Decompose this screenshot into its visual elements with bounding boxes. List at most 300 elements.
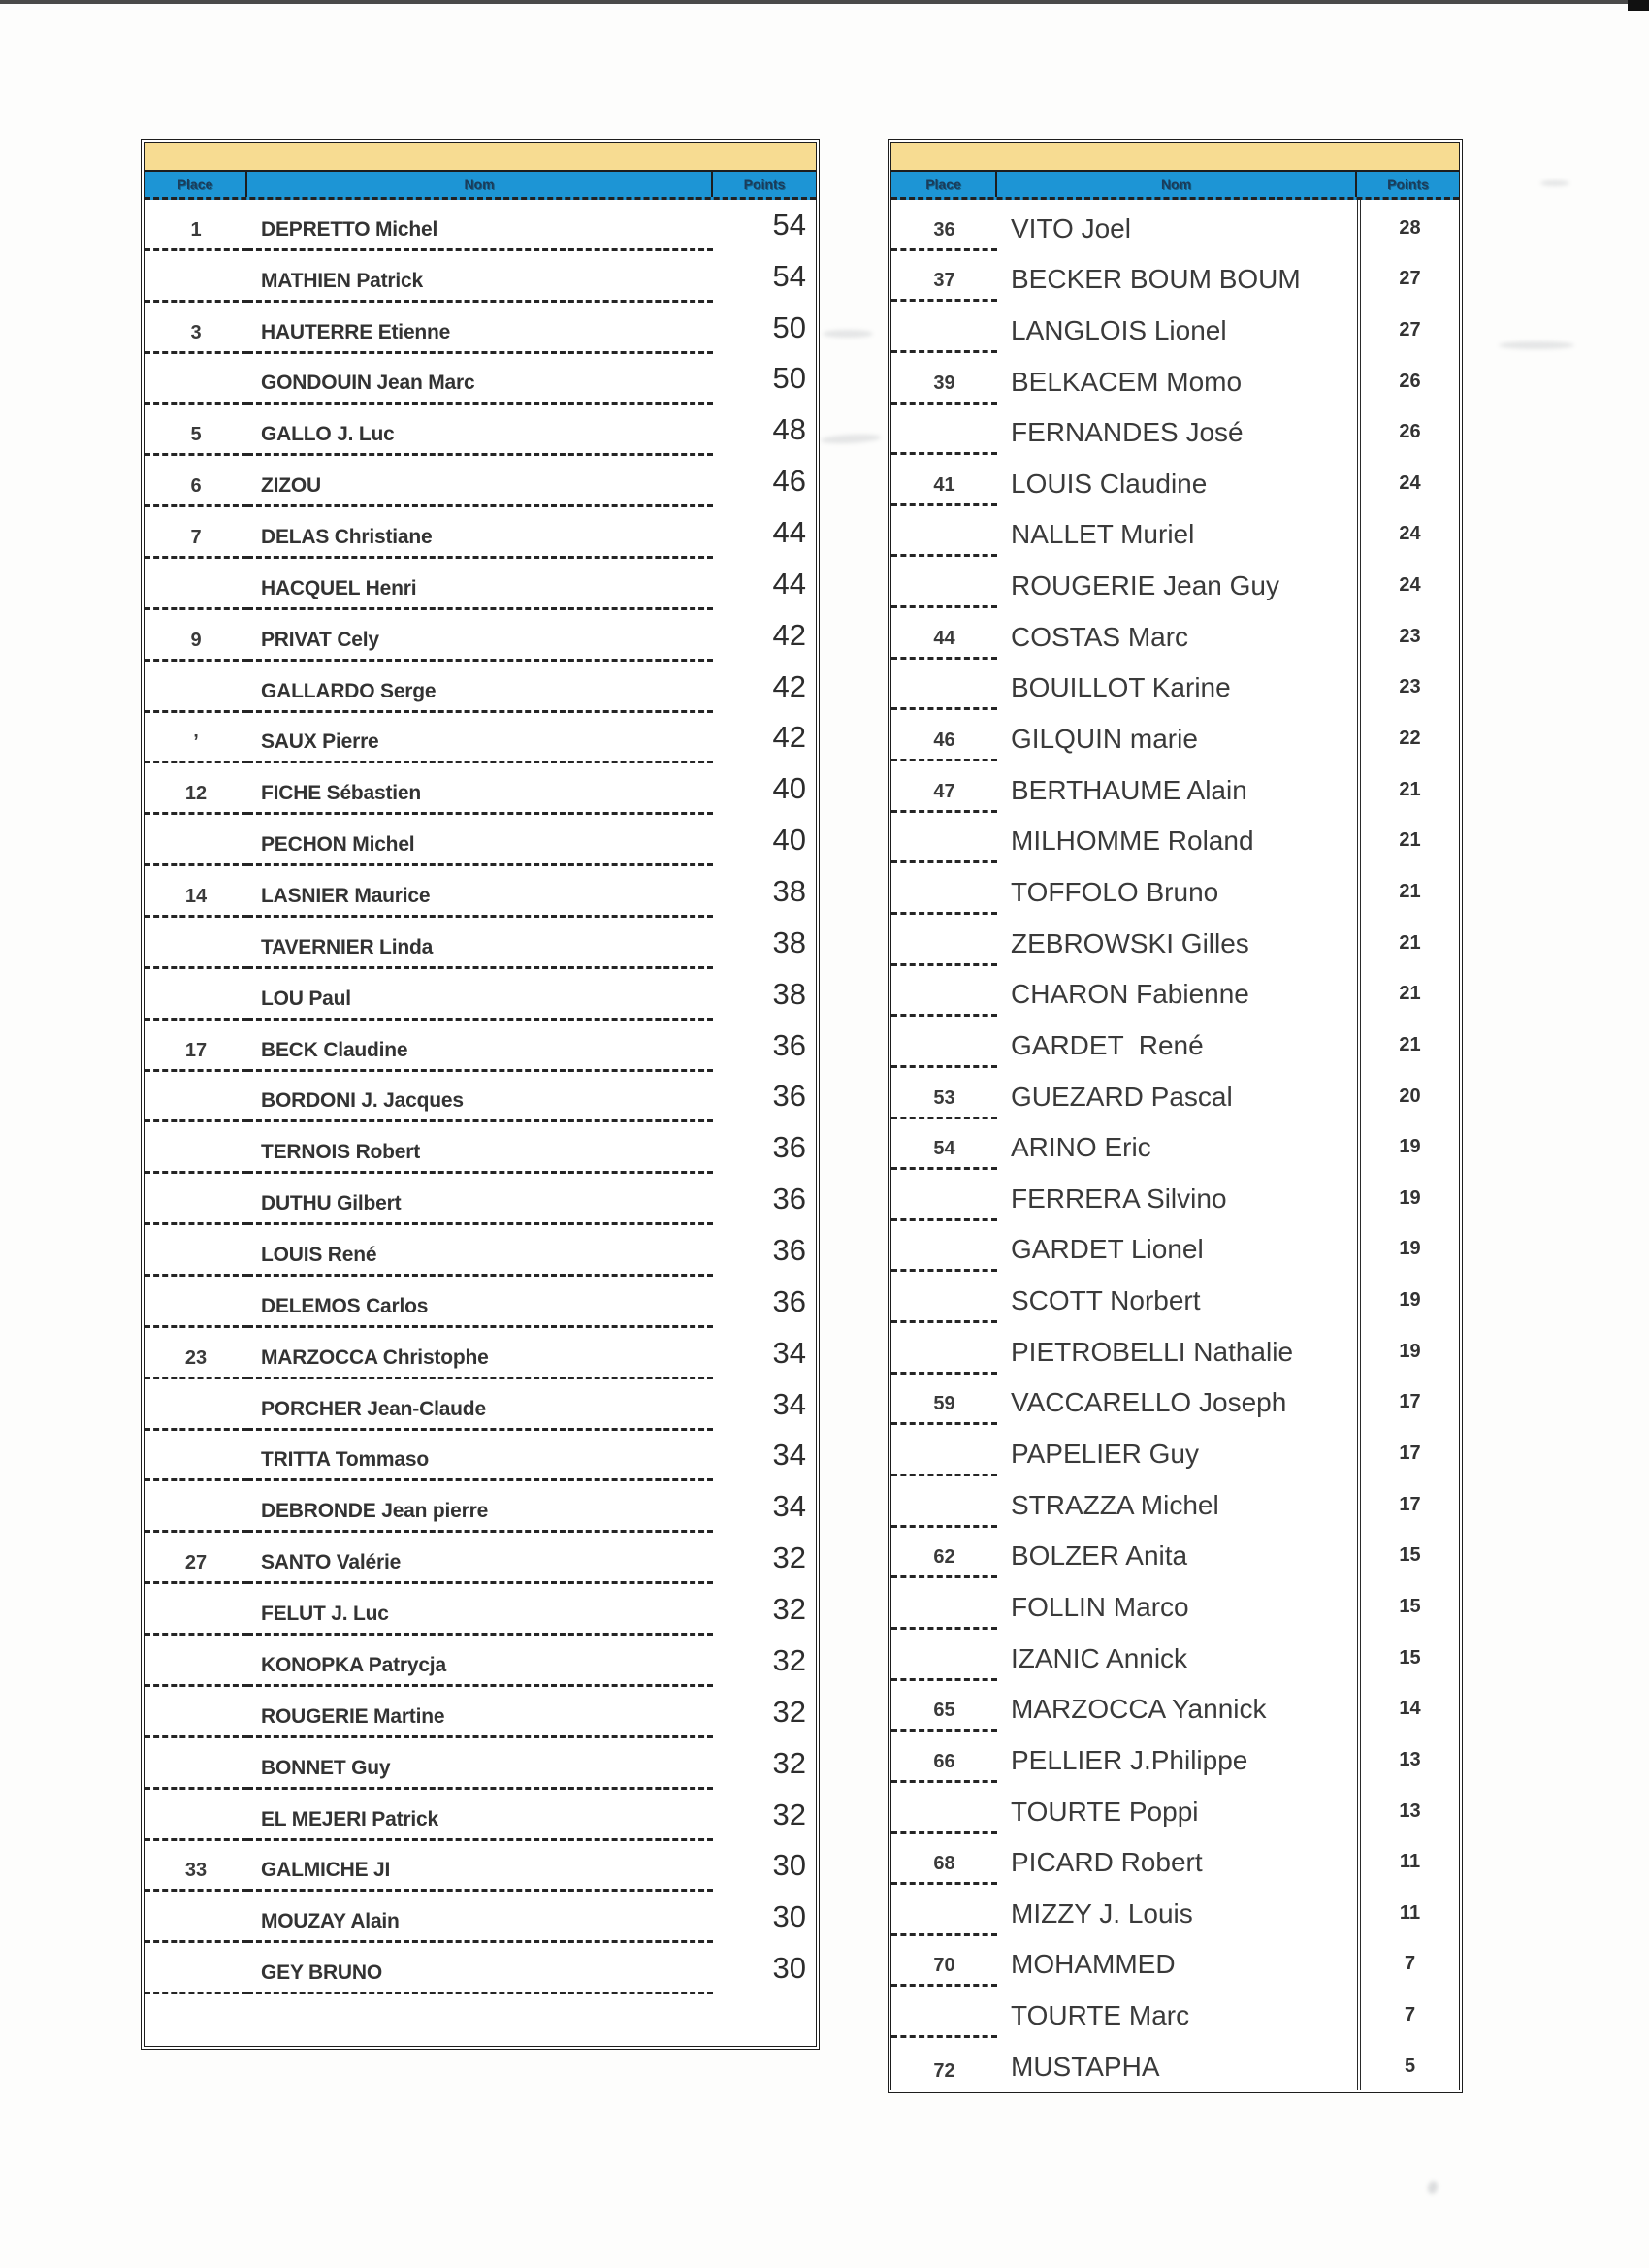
points-cell: 36 <box>772 1182 806 1216</box>
place-cell <box>145 1379 247 1431</box>
name-cell: MUSTAPHA <box>1011 2051 1160 2082</box>
name-cell: STRAZZA Michel <box>1011 1489 1219 1520</box>
table-row <box>891 1681 1459 1733</box>
name-cell: TERNOIS Robert <box>247 1122 713 1174</box>
place-cell: 37 <box>891 251 997 303</box>
points-cell: 21 <box>1357 915 1459 966</box>
name-cell: BECKER BOUM BOUM <box>1011 264 1301 295</box>
header-place: Place <box>145 172 247 197</box>
table-row <box>145 1431 816 1482</box>
place-cell: 6 <box>145 456 247 507</box>
points-cell: 42 <box>772 720 806 755</box>
table-row <box>145 354 816 405</box>
points-cell: 28 <box>1357 200 1459 251</box>
place-cell: ’ <box>145 713 247 764</box>
points-cell: 17 <box>1357 1476 1459 1528</box>
place-cell <box>891 557 997 608</box>
points-cell: 36 <box>772 1130 806 1165</box>
table-row <box>891 1885 1459 1936</box>
points-cell: 23 <box>1357 660 1459 711</box>
title-band <box>891 143 1459 172</box>
name-cell: MARZOCCA Yannick <box>1011 1694 1267 1725</box>
name-cell: BORDONI J. Jacques <box>247 1072 713 1123</box>
place-cell <box>145 1892 247 1943</box>
points-cell: 32 <box>772 1592 806 1627</box>
place-cell <box>145 1636 247 1687</box>
name-cell: DEPRETTO Michel <box>247 200 713 251</box>
table-row <box>891 915 1459 966</box>
table-row <box>145 559 816 610</box>
name-cell: GARDET René <box>1011 1029 1204 1060</box>
place-cell: 65 <box>891 1681 997 1733</box>
points-cell: 27 <box>1357 302 1459 353</box>
header-points: Points <box>1387 177 1429 192</box>
points-cell: 42 <box>772 617 806 652</box>
points-cell: 30 <box>772 1951 806 1986</box>
points-cell: 26 <box>1357 405 1459 456</box>
place-cell <box>145 1738 247 1790</box>
name-cell: BOLZER Anita <box>1011 1540 1188 1571</box>
table-row <box>145 815 816 866</box>
title-band <box>145 143 816 172</box>
name-cell: DEBRONDE Jean pierre <box>247 1481 713 1533</box>
place-cell <box>891 1885 997 1936</box>
name-cell: HAUTERRE Etienne <box>247 303 713 354</box>
table-row <box>891 1017 1459 1068</box>
column-header-row <box>145 172 816 200</box>
table-row <box>145 918 816 969</box>
ranking-table-right <box>888 139 1463 2093</box>
place-cell: 46 <box>891 710 997 761</box>
place-cell <box>145 1584 247 1636</box>
place-cell <box>891 1987 997 2038</box>
name-cell: GALLO J. Luc <box>247 405 713 456</box>
place-cell <box>145 1174 247 1225</box>
points-cell: 21 <box>1357 813 1459 864</box>
place-cell <box>891 863 997 915</box>
table-body <box>145 200 816 2046</box>
name-cell: FOLLIN Marco <box>1011 1591 1189 1622</box>
name-cell: LOU Paul <box>247 969 713 1021</box>
name-cell: IZANIC Annick <box>1011 1642 1188 1673</box>
table-row <box>891 1170 1459 1221</box>
points-cell: 36 <box>772 1079 806 1114</box>
name-cell: PRIVAT Cely <box>247 610 713 662</box>
place-cell: 68 <box>891 1834 997 1886</box>
name-cell: NALLET Muriel <box>1011 519 1195 550</box>
name-cell: TOURTE Poppi <box>1011 1796 1199 1827</box>
name-cell: FICHE Sébastien <box>247 763 713 815</box>
table-row <box>891 1476 1459 1528</box>
name-cell: VACCARELLO Joseph <box>1011 1387 1287 1418</box>
name-cell: GARDET Lionel <box>1011 1234 1204 1265</box>
table-row <box>891 200 1459 251</box>
points-cell: 34 <box>772 1438 806 1473</box>
name-cell: SAUX Pierre <box>247 713 713 764</box>
place-cell <box>145 1225 247 1277</box>
table-row <box>891 557 1459 608</box>
name-cell: GONDOUIN Jean Marc <box>247 354 713 405</box>
name-cell: PAPELIER Guy <box>1011 1439 1200 1470</box>
table-row <box>891 710 1459 761</box>
points-cell: 54 <box>772 258 806 293</box>
name-cell: FELUT J. Luc <box>247 1584 713 1636</box>
table-row <box>891 1630 1459 1681</box>
table-row <box>145 1584 816 1636</box>
name-cell: CHARON Fabienne <box>1011 979 1249 1010</box>
name-cell: MOUZAY Alain <box>247 1892 713 1943</box>
place-cell <box>891 1323 997 1375</box>
points-cell: 15 <box>1357 1630 1459 1681</box>
points-cell: 19 <box>1357 1272 1459 1323</box>
name-cell: VITO Joel <box>1011 212 1131 243</box>
table-row <box>145 713 816 764</box>
place-cell <box>891 405 997 456</box>
place-cell: 36 <box>891 200 997 251</box>
points-cell: 38 <box>772 874 806 909</box>
name-cell: PECHON Michel <box>247 815 713 866</box>
name-cell: GALLARDO Serge <box>247 662 713 713</box>
name-cell: ROUGERIE Martine <box>247 1687 713 1738</box>
table-row <box>891 455 1459 506</box>
place-cell <box>891 915 997 966</box>
table-row <box>891 1375 1459 1426</box>
place-cell <box>891 1425 997 1476</box>
table-row <box>891 966 1459 1018</box>
points-cell: 21 <box>1357 966 1459 1018</box>
points-cell: 27 <box>1357 251 1459 303</box>
name-cell: PIETROBELLI Nathalie <box>1011 1336 1294 1367</box>
table-row <box>145 1841 816 1893</box>
table-row <box>145 763 816 815</box>
place-cell: 33 <box>145 1841 247 1893</box>
name-cell: COSTAS Marc <box>1011 621 1189 652</box>
name-cell: BELKACEM Momo <box>1011 366 1243 397</box>
points-cell: 46 <box>772 464 806 499</box>
table-row <box>891 1221 1459 1273</box>
header-points: Points <box>743 177 786 192</box>
place-cell: 62 <box>891 1528 997 1579</box>
table-row <box>145 1174 816 1225</box>
header-nom: Nom <box>247 172 713 197</box>
points-cell: 44 <box>772 566 806 600</box>
place-cell <box>145 969 247 1021</box>
name-cell: BECK Claudine <box>247 1021 713 1072</box>
points-cell: 19 <box>1357 1221 1459 1273</box>
name-cell: PORCHER Jean-Claude <box>247 1379 713 1431</box>
ranking-table-left <box>141 139 820 2050</box>
name-cell: ZIZOU <box>247 456 713 507</box>
place-cell <box>891 1783 997 1834</box>
table-row <box>891 1936 1459 1988</box>
points-cell: 36 <box>772 1027 806 1062</box>
table-row <box>891 1528 1459 1579</box>
place-cell <box>145 918 247 969</box>
place-cell: 12 <box>145 763 247 815</box>
points-cell: 54 <box>772 207 806 242</box>
points-cell: 19 <box>1357 1170 1459 1221</box>
table-row <box>891 1068 1459 1119</box>
table-row <box>891 1834 1459 1886</box>
place-cell <box>891 506 997 558</box>
table-row <box>891 1323 1459 1375</box>
points-cell: 15 <box>1357 1578 1459 1630</box>
table-row <box>145 1790 816 1841</box>
table-row <box>145 969 816 1021</box>
table-row <box>145 1225 816 1277</box>
place-cell <box>145 354 247 405</box>
table-row <box>891 2038 1459 2090</box>
name-cell: DELAS Christiane <box>247 507 713 559</box>
name-cell: BOUILLOT Karine <box>1011 672 1231 703</box>
table-row <box>891 1732 1459 1783</box>
name-cell: GILQUIN marie <box>1011 724 1198 755</box>
place-cell: 17 <box>145 1021 247 1072</box>
name-cell: MOHAMMED <box>1011 1949 1176 1980</box>
place-cell: 14 <box>145 866 247 918</box>
place-cell <box>891 1221 997 1273</box>
place-cell: 5 <box>145 405 247 456</box>
table-row <box>891 405 1459 456</box>
name-cell: GEY BRUNO <box>247 1943 713 1994</box>
place-cell: 7 <box>145 507 247 559</box>
points-cell: 34 <box>772 1335 806 1370</box>
points-cell: 42 <box>772 668 806 703</box>
points-cell: 19 <box>1357 1323 1459 1375</box>
points-cell: 19 <box>1357 1119 1459 1171</box>
table-row <box>145 1892 816 1943</box>
points-cell: 36 <box>772 1233 806 1268</box>
points-cell: 14 <box>1357 1681 1459 1733</box>
table-row <box>891 353 1459 405</box>
points-cell <box>713 1994 816 2046</box>
place-cell: 44 <box>891 608 997 660</box>
header-nom: Nom <box>997 172 1357 197</box>
name-cell: MIZZY J. Louis <box>1011 1897 1193 1928</box>
name-cell: TOFFOLO Bruno <box>1011 876 1219 907</box>
table-row <box>891 660 1459 711</box>
place-cell <box>145 1790 247 1841</box>
points-cell: 23 <box>1357 608 1459 660</box>
points-cell: 36 <box>772 1283 806 1318</box>
scan-artifact <box>823 330 873 338</box>
place-cell: 66 <box>891 1732 997 1783</box>
table-row <box>891 608 1459 660</box>
name-cell: DELEMOS Carlos <box>247 1277 713 1328</box>
table-row <box>891 813 1459 864</box>
place-cell: 23 <box>145 1328 247 1379</box>
points-cell: 30 <box>772 1899 806 1934</box>
points-cell: 17 <box>1357 1425 1459 1476</box>
table-row <box>145 1277 816 1328</box>
name-cell: TAVERNIER Linda <box>247 918 713 969</box>
place-cell: 9 <box>145 610 247 662</box>
place-cell <box>145 1122 247 1174</box>
place-cell <box>891 1272 997 1323</box>
table-row <box>891 761 1459 813</box>
points-cell: 24 <box>1357 557 1459 608</box>
points-cell: 26 <box>1357 353 1459 405</box>
name-cell: HACQUEL Henri <box>247 559 713 610</box>
place-cell <box>145 1277 247 1328</box>
points-cell: 11 <box>1357 1885 1459 1936</box>
place-cell <box>145 815 247 866</box>
place-cell: 47 <box>891 761 997 813</box>
table-row <box>145 200 816 251</box>
table-row <box>145 405 816 456</box>
points-cell: 21 <box>1357 1017 1459 1068</box>
points-cell: 7 <box>1357 1936 1459 1988</box>
table-row <box>145 1328 816 1379</box>
table-row <box>145 303 816 354</box>
name-cell: FERNANDES José <box>1011 417 1244 448</box>
place-cell <box>145 1943 247 1994</box>
table-row <box>145 1481 816 1533</box>
table-row <box>145 610 816 662</box>
name-cell: KONOPKA Patrycja <box>247 1636 713 1687</box>
table-row <box>145 662 816 713</box>
name-cell: PELLIER J.Philippe <box>1011 1744 1248 1775</box>
points-cell: 24 <box>1357 455 1459 506</box>
place-cell <box>891 1476 997 1528</box>
place-cell <box>891 966 997 1018</box>
place-cell <box>145 662 247 713</box>
table-body <box>891 200 1459 2090</box>
place-cell: 53 <box>891 1068 997 1119</box>
points-cell: 21 <box>1357 863 1459 915</box>
place-cell <box>891 1017 997 1068</box>
name-cell: SANTO Valérie <box>247 1533 713 1584</box>
name-cell: MILHOMME Roland <box>1011 826 1254 857</box>
points-cell: 34 <box>772 1386 806 1421</box>
place-cell: 1 <box>145 200 247 251</box>
scan-artifact <box>1540 180 1569 186</box>
name-cell: SCOTT Norbert <box>1011 1285 1201 1316</box>
table-row <box>145 1122 816 1174</box>
scan-artifact <box>0 0 1649 4</box>
table-row <box>145 251 816 303</box>
table-row <box>145 1738 816 1790</box>
table-row <box>891 251 1459 303</box>
name-cell: BERTHAUME Alain <box>1011 774 1247 805</box>
points-cell: 32 <box>772 1745 806 1780</box>
place-cell <box>891 660 997 711</box>
points-cell: 40 <box>772 823 806 858</box>
table-row <box>145 1943 816 1994</box>
table-row <box>145 1687 816 1738</box>
table-row <box>891 863 1459 915</box>
name-cell: LANGLOIS Lionel <box>1011 314 1227 345</box>
name-cell: ARINO Eric <box>1011 1132 1151 1163</box>
points-cell: 32 <box>772 1642 806 1677</box>
points-cell: 13 <box>1357 1783 1459 1834</box>
name-cell: GUEZARD Pascal <box>1011 1081 1233 1112</box>
place-cell <box>145 1687 247 1738</box>
points-cell: 50 <box>772 309 806 344</box>
table-row <box>891 506 1459 558</box>
name-cell: MARZOCCA Christophe <box>247 1328 713 1379</box>
name-cell: TRITTA Tommaso <box>247 1431 713 1482</box>
points-cell: 21 <box>1357 761 1459 813</box>
table-row <box>145 1072 816 1123</box>
points-cell: 50 <box>772 361 806 396</box>
table-row <box>891 1272 1459 1323</box>
table-row <box>145 507 816 559</box>
place-cell <box>145 251 247 303</box>
name-cell: LASNIER Maurice <box>247 866 713 918</box>
table-row <box>145 866 816 918</box>
scan-artifact <box>1427 2180 1439 2195</box>
column-header-row <box>891 172 1459 200</box>
place-cell: 27 <box>145 1533 247 1584</box>
table-row <box>891 1987 1459 2038</box>
table-row <box>145 1021 816 1072</box>
name-cell: TOURTE Marc <box>1011 2000 1190 2031</box>
points-cell: 40 <box>772 771 806 806</box>
table-row <box>891 1783 1459 1834</box>
name-cell <box>247 1994 713 2046</box>
name-cell: FERRERA Silvino <box>1011 1183 1227 1214</box>
points-cell: 13 <box>1357 1732 1459 1783</box>
place-cell: 39 <box>891 353 997 405</box>
name-cell: DUTHU Gilbert <box>247 1174 713 1225</box>
header-place: Place <box>891 172 997 197</box>
name-cell: LOUIS Claudine <box>1011 468 1208 499</box>
points-cell: 48 <box>772 412 806 447</box>
points-cell: 11 <box>1357 1834 1459 1886</box>
points-cell: 32 <box>772 1540 806 1575</box>
place-cell <box>145 1481 247 1533</box>
points-cell: 20 <box>1357 1068 1459 1119</box>
table-row <box>145 456 816 507</box>
place-cell <box>145 1072 247 1123</box>
place-cell: 59 <box>891 1375 997 1426</box>
name-cell: GALMICHE JI <box>247 1841 713 1893</box>
scan-artifact <box>821 433 881 444</box>
table-row <box>145 1379 816 1431</box>
table-row <box>145 1533 816 1584</box>
points-cell: 24 <box>1357 506 1459 558</box>
points-cell: 44 <box>772 515 806 550</box>
points-cell: 32 <box>772 1797 806 1831</box>
points-cell: 15 <box>1357 1528 1459 1579</box>
place-cell: 70 <box>891 1936 997 1988</box>
points-cell: 30 <box>772 1848 806 1883</box>
points-cell: 32 <box>772 1694 806 1729</box>
place-cell <box>145 1994 247 2046</box>
name-cell: LOUIS René <box>247 1225 713 1277</box>
name-cell: EL MEJERI Patrick <box>247 1790 713 1841</box>
points-cell: 38 <box>772 924 806 959</box>
place-cell: 3 <box>145 303 247 354</box>
table-row <box>891 302 1459 353</box>
place-cell: 54 <box>891 1119 997 1171</box>
table-row <box>891 1578 1459 1630</box>
name-cell: ZEBROWSKI Gilles <box>1011 927 1249 958</box>
table-row <box>891 1119 1459 1171</box>
table-row <box>145 1636 816 1687</box>
name-cell: BONNET Guy <box>247 1738 713 1790</box>
table-row <box>145 1994 816 2046</box>
name-cell: PICARD Robert <box>1011 1847 1203 1878</box>
points-cell: 22 <box>1357 710 1459 761</box>
points-cell: 34 <box>772 1489 806 1524</box>
name-cell: MATHIEN Patrick <box>247 251 713 303</box>
place-cell: 41 <box>891 455 997 506</box>
scan-artifact <box>1499 341 1574 349</box>
place-cell <box>891 813 997 864</box>
place-cell <box>145 1431 247 1482</box>
